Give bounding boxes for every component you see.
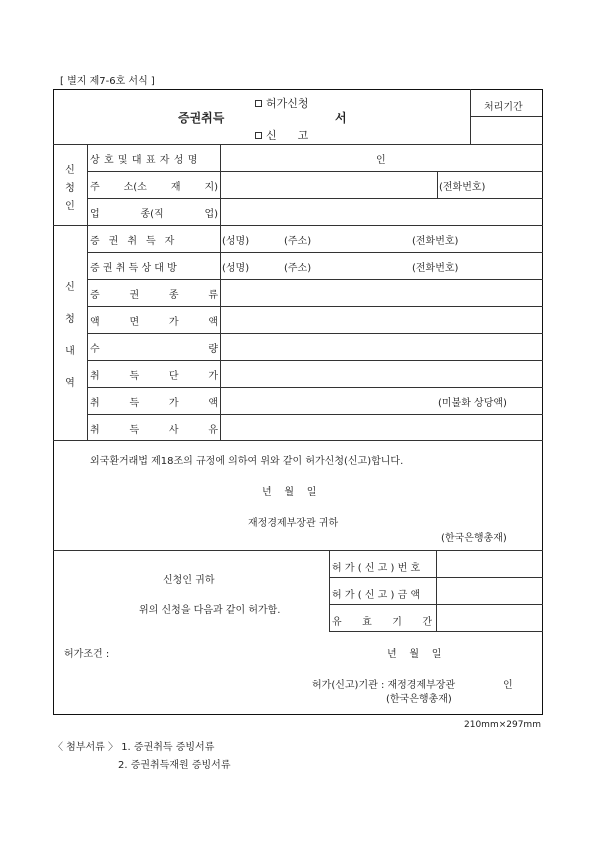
- declaration-via: (한국은행총재): [441, 533, 507, 544]
- attachment-item-2: 2. 증권취득재원 증빙서류: [118, 760, 231, 771]
- form-code: [ 별지 제7-6호 서식 ]: [60, 76, 155, 87]
- business-label: 업 종(직 업): [90, 209, 218, 220]
- approval-conditions: 허가조건 :: [64, 649, 110, 660]
- checkbox-permit-icon[interactable]: [255, 100, 262, 107]
- approval-validity-label: 유 효 기 간: [332, 617, 432, 628]
- price-label: 취 득 가 액: [90, 398, 218, 409]
- approval-text: 위의 신청을 다음과 같이 허가함.: [139, 605, 281, 616]
- face-value-label: 액 면 가 액: [90, 317, 218, 328]
- title-right: 서: [335, 111, 347, 125]
- declaration-statement: 외국환거래법 제18조의 규정에 의하여 위와 같이 허가신청(신고)합니다.: [90, 456, 404, 467]
- applicant-phone: (전화번호): [439, 182, 486, 193]
- approval-authority: 허가(신고)기관 : 재정경제부장관: [312, 680, 456, 691]
- approval-seal: 인: [503, 680, 513, 691]
- applicant-seal: 인: [376, 155, 386, 166]
- processing-period-label: 처리기간: [484, 102, 523, 113]
- border-left: [53, 89, 54, 715]
- processing-divider: [470, 116, 542, 117]
- option-report: 신 고: [255, 127, 308, 143]
- declaration-date: 년 월 일: [262, 487, 317, 498]
- issuer-address: (주소): [284, 236, 312, 247]
- type-label: 증 권 종 류: [90, 290, 218, 301]
- approval-date: 년 월 일: [387, 649, 442, 660]
- approval-authority-sub: (한국은행총재): [386, 694, 452, 705]
- attachments-label: 〈 첨부서류 〉: [53, 742, 118, 753]
- details-section-label: 신 청 내 역: [65, 282, 75, 389]
- issuer-phone: (전화번호): [412, 236, 459, 247]
- title-left: 증권취득: [178, 111, 225, 125]
- issuer-label: 증권취득자: [90, 236, 184, 247]
- paper-size: 210mm×297mm: [464, 720, 541, 730]
- counterparty-label: 증권취득상대방: [90, 263, 181, 274]
- counterparty-address: (주소): [284, 263, 312, 274]
- usd-equiv: (미불화 상당액): [438, 398, 507, 409]
- address-label: 주 소(소 재 지): [90, 182, 218, 193]
- border-right: [542, 89, 543, 715]
- counterparty-phone: (전화번호): [412, 263, 459, 274]
- name-label: 상호및대표자성명: [90, 155, 202, 166]
- attachments: [53, 738, 214, 753]
- counterparty-name: (성명): [222, 263, 250, 274]
- approval-amount-label: 허가(신고)금액: [332, 590, 424, 601]
- attachment-item-1: 1. 증권취득 증빙서류: [121, 742, 215, 753]
- approval-number-label: 허가(신고)번호: [332, 563, 424, 574]
- checkbox-report-icon[interactable]: [255, 132, 262, 139]
- unit-price-label: 취 득 단 가: [90, 371, 218, 382]
- border-bottom: [53, 714, 543, 715]
- approval-to: 신청인 귀하: [163, 575, 215, 586]
- issuer-name: (성명): [222, 236, 250, 247]
- reason-label: 취 득 사 유: [90, 425, 218, 436]
- option-permit: 허가신청: [255, 95, 309, 111]
- quantity-label: 수 량: [90, 344, 218, 355]
- applicant-section-label: 신 청 인: [65, 165, 75, 212]
- declaration-addressee: 재정경제부장관 귀하: [248, 518, 339, 529]
